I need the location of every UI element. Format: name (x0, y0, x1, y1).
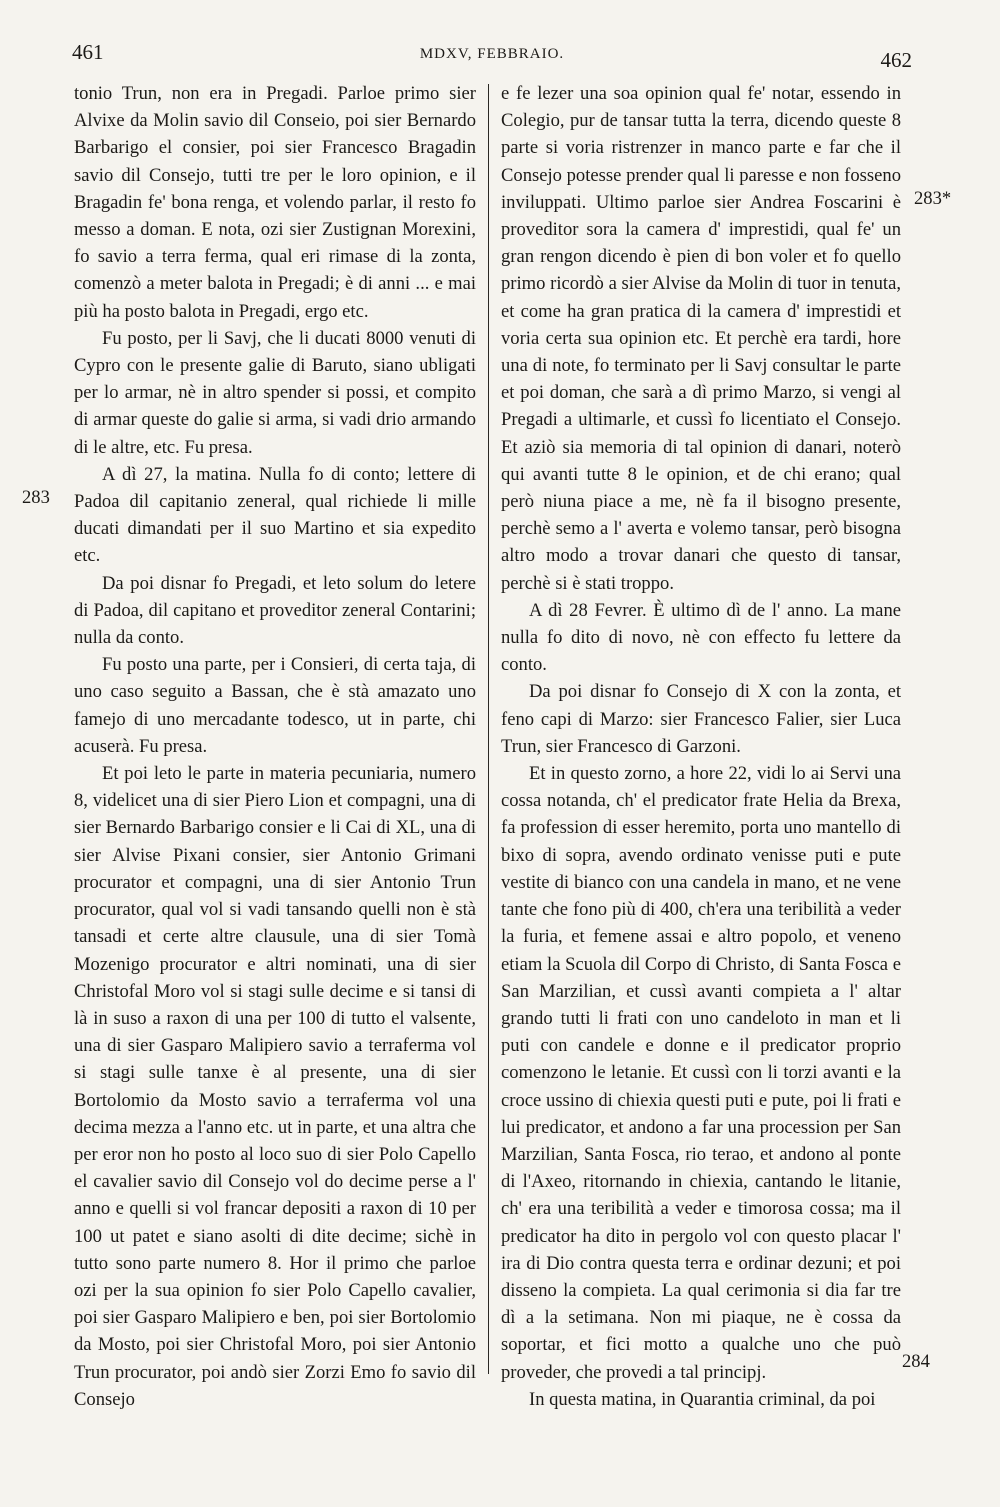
paragraph: Fu posto una parte, per i Consieri, di certa taja, di uno caso seguito a Bassan, che è stà amazato uno famejo di uno mercadante todesco, ut in parte, chi acuserà. Fu presa. (74, 654, 476, 757)
left-column (74, 80, 476, 1413)
left-page-number: 461 (72, 40, 104, 64)
paragraph: A dì 27, la matina. Nulla fo di conto; lettere di Padoa dil capitanio zeneral, qual richiede li mille ducati dimandati per il suo Martino et sia expedito etc. (74, 463, 476, 567)
paragraph: e fe lezer una soa opinion qual fe' notar, essendo in Colegio, pur de tansar tutta la terra, dicendo queste 8 parte si voria ristrenzer in manco parte e far che il Consejo potesse prender qual li paresse e non fosseno inviluppati. Ultimo parloe sier Andrea Foscarini è proveditor sora la camera d' imprestidi, qual fe' un gran rengon dicendo è pien di bon voler et fo quello primo ricordò a sier Alvise da Molin di tuor in tenuta, et come ha gran pratica di la camera d' imprestidi et voria certa sua opinion etc. Et perchè era tardi, hore una di note, fo terminato per li Savj consultar le parte et poi doman, che sarà a dì primo Marzo, si vengi al Pregadi a ultimarle, et cussì fo licentiato el Consejo. Et aziò sia memoria di tal opinion di danari, noterò qui avanti tutte 8 le opinion, et de chi erano; qual però niuna piace a me, nè fa il bisogno presente, perchè semo a l' averta e volemo tansar, però bisogna altro modo a trovar danari che questo di tansar, perchè si è stati troppo. (501, 83, 901, 594)
paragraph: Et poi leto le parte in materia pecuniaria, numero 8, videlicet una di sier Piero Lion et compagni, una di sier Bernardo Barbarigo consier e li Cai di XL, una di sier Alvise Pixani consier, sier Antonio Grimani procurator et compagni, una di sier Antonio Trun procurator, qual vol si vadi tansando quelli non è stà tansadi et certe altre clausule, una di sier Tomà Mozenigo procurator e altri nominati, una di sier Christofal Moro vol si stagi sulle decime e si tansi di là in suso a raxon di una per 100 di tutto el valsente, una di sier Gasparo Malipiero savio a terraferma vol si stagi sulle tanxe è al presente, una di sier Bortolomio da Mosto savio a terraferma vol una decima mezza a l'anno etc. ut in parte, et una altra che per eror non ho posto al loco suo di sier Polo Capello el cavalier savio dil Consejo vol do decime perse a l' anno e quelli si vol francar depositi a raxon di 10 per 100 ut patet e siano asolti di dite decime; sichè in tutto sono parte numero 8. Hor il primo che parloe ozi per la sua opinion fo sier Polo Capello cavalier, poi sier Gasparo Malipiero e ben, poi sier Bortolomio da Mosto, poi sier Christofal Moro, poi sier Antonio Trun procurator, poi andò sier Zorzi Emo fo savio dil Consejo (74, 763, 476, 1410)
page-header (72, 40, 912, 76)
column-divider (488, 84, 489, 1374)
margin-note-left-283: 283 (22, 487, 50, 508)
paragraph: Fu posto, per li Savj, che li ducati 8000 venuti di Cypro con le presente galie di Baruto, siano ubligati per lo armar, nè in altro spender si possi, et compito di armar queste do galie si arma, si vadi drio armando di le altre, etc. Fu presa. (74, 327, 476, 458)
paragraph: Et in questo zorno, a hore 22, vidi lo ai Servi una cossa notanda, ch' el predicator frate Helia da Brexa, fa profession di esser heremito, porta uno mantello di bixo di sopra, avendo ordinato venisse puti e pute vestite di bianco con una candela in mano, et ne vene tante che fono più di 400, ch'era una teribilità a veder la furia, et femene assai e altro popolo, et veneno etiam la Scuola dil Corpo di Christo, di Santa Fosca e San Marzilian, et cussì avanti compieta a l' altar grando tutti li frati con uno candeloto in man et li puti con candele e donne e il predicator proprio comenzono le letanie. Et cussì con li torzi avanti e la croce ussino di chiexia questi puti e pute, poi li frati e lui predicator, et andono a far una procession per San Marzilian, Santa Fosca, rio terao, et andono al ponte di l'Axeo, ritornando in chiexia, cantando le litanie, ch' era una teribilità a veder e timorosa cossa; ma il predicator ha dito in pergolo vol con questo placar l' ira di Dio contra questa terra e ordinar dezuni; et poi disseno la compieta. La qual cerimonia si dia far tre dì a la setimana. Non mi piaque, ne è cossa da soportar, et fici motto a qualche uno che può proveder, che provedi a tal principj. (501, 763, 901, 1383)
running-title: MDXV, FEBBRAIO. (419, 46, 565, 62)
paragraph: tonio Trun, non era in Pregadi. Parloe primo sier Alvixe da Molin savio dil Conseio, poi sier Bernardo Barbarigo el consier, poi sier Francesco Bragadin savio dil Consejo, tutti tre per le loro opinion, e il Bragadin fe' bona renga, et volendo parlar, il resto fo messo a doman. E nota, ozi sier Zustignan Morexini, fo savio a terra ferma, qual eri rimase di la zonta, comenzò a meter balota in Pregadi; è di anni ... e mai più ha posto balota in Pregadi, ergo etc. (74, 83, 476, 322)
right-page-number: 462 (880, 48, 912, 72)
paragraph: Da poi disnar fo Pregadi, et leto solum do letere di Padoa, dil capitano et proveditor zeneral Contarini; nulla da conto. (74, 572, 476, 649)
paragraph: Da poi disnar fo Consejo di X con la zonta, et feno capi di Marzo: sier Francesco Falier, sier Luca Trun, sier Francesco di Garzoni. (501, 681, 901, 757)
margin-note-right-283-star: 283* (914, 188, 952, 209)
right-column (501, 80, 901, 1413)
paragraph: In questa matina, in Quarantia criminal, da poi (529, 1388, 876, 1410)
paragraph: A dì 28 Fevrer. È ultimo dì de l' anno. La mane nulla fo dito di novo, nè con effecto fu lettere da conto. (501, 599, 901, 676)
margin-note-right-284: 284 (902, 1351, 930, 1372)
